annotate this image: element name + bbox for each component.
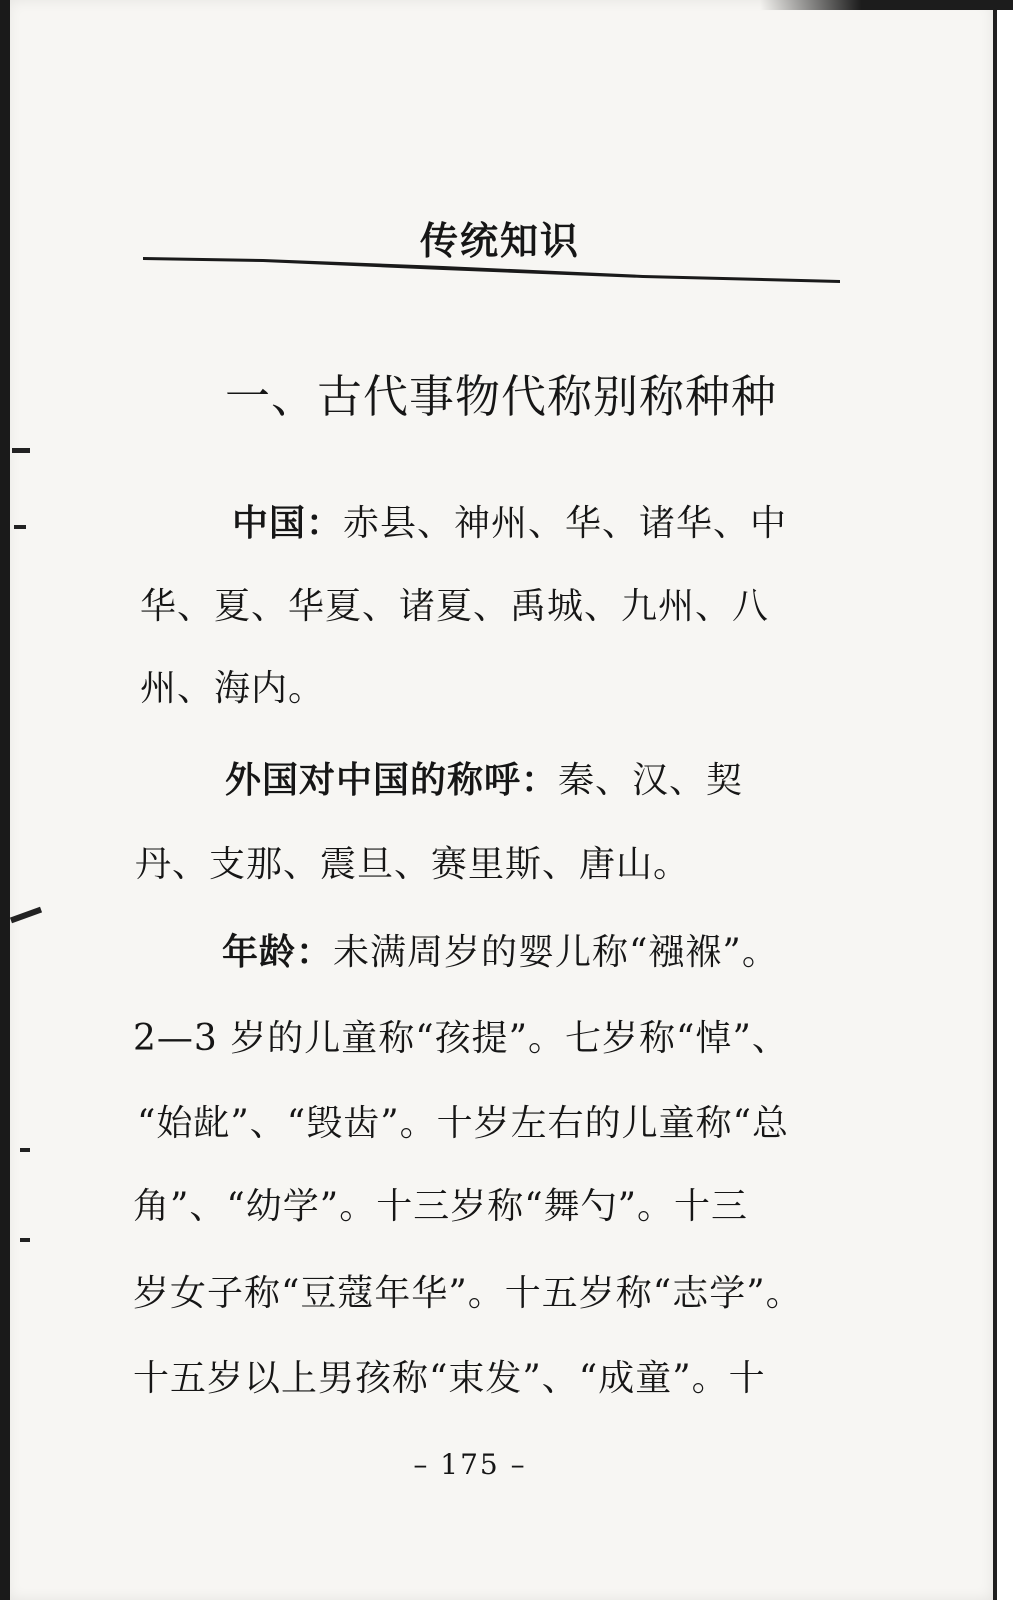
paragraph-line: 岁女子称“豆蔻年华”。十五岁称“志学”。 xyxy=(133,1273,803,1314)
paragraph-line: 丹、支那、震旦、赛里斯、唐山。 xyxy=(135,844,691,885)
paragraph-line xyxy=(222,924,779,975)
term-age: 年龄： xyxy=(222,932,334,973)
paragraph-line: “始龀”、“毁齿”。十岁左右的儿童称“总 xyxy=(137,1103,790,1144)
scan-speck xyxy=(20,1238,30,1242)
term-foreign-names: 外国对中国的称呼： xyxy=(225,760,559,801)
scan-speck xyxy=(12,448,30,453)
section-title: 一、古代事物代称别称种种 xyxy=(225,370,778,423)
paragraph-line xyxy=(225,752,743,803)
line-text: 秦、汉、契 xyxy=(558,760,744,801)
running-header: 传统知识 xyxy=(419,219,580,263)
paragraph-line: 华、夏、华夏、诸夏、禹城、九州、八 xyxy=(140,586,770,627)
scan-speck xyxy=(20,1148,30,1152)
line-text: 未满周岁的婴儿称“襁褓”。 xyxy=(333,932,779,973)
paragraph-line: 州、海内。 xyxy=(140,668,326,709)
scan-top-edge xyxy=(760,0,1013,10)
header-rule xyxy=(143,253,840,283)
paragraph-line: 2—3 岁的儿童称“孩提”。七岁称“悼”、 xyxy=(133,1018,789,1059)
line-text: 赤县、神州、华、诸华、中 xyxy=(343,503,788,544)
paragraph-line xyxy=(232,495,787,546)
paragraph-line: 十五岁以上男孩称“束发”、“成童”。十 xyxy=(133,1358,766,1399)
term-china: 中国： xyxy=(232,503,344,544)
page-number: – 175 – xyxy=(413,1448,527,1481)
scan-speck xyxy=(14,525,26,529)
paragraph-line: 角”、“幼学”。十三岁称“舞勺”。十三 xyxy=(133,1186,749,1227)
